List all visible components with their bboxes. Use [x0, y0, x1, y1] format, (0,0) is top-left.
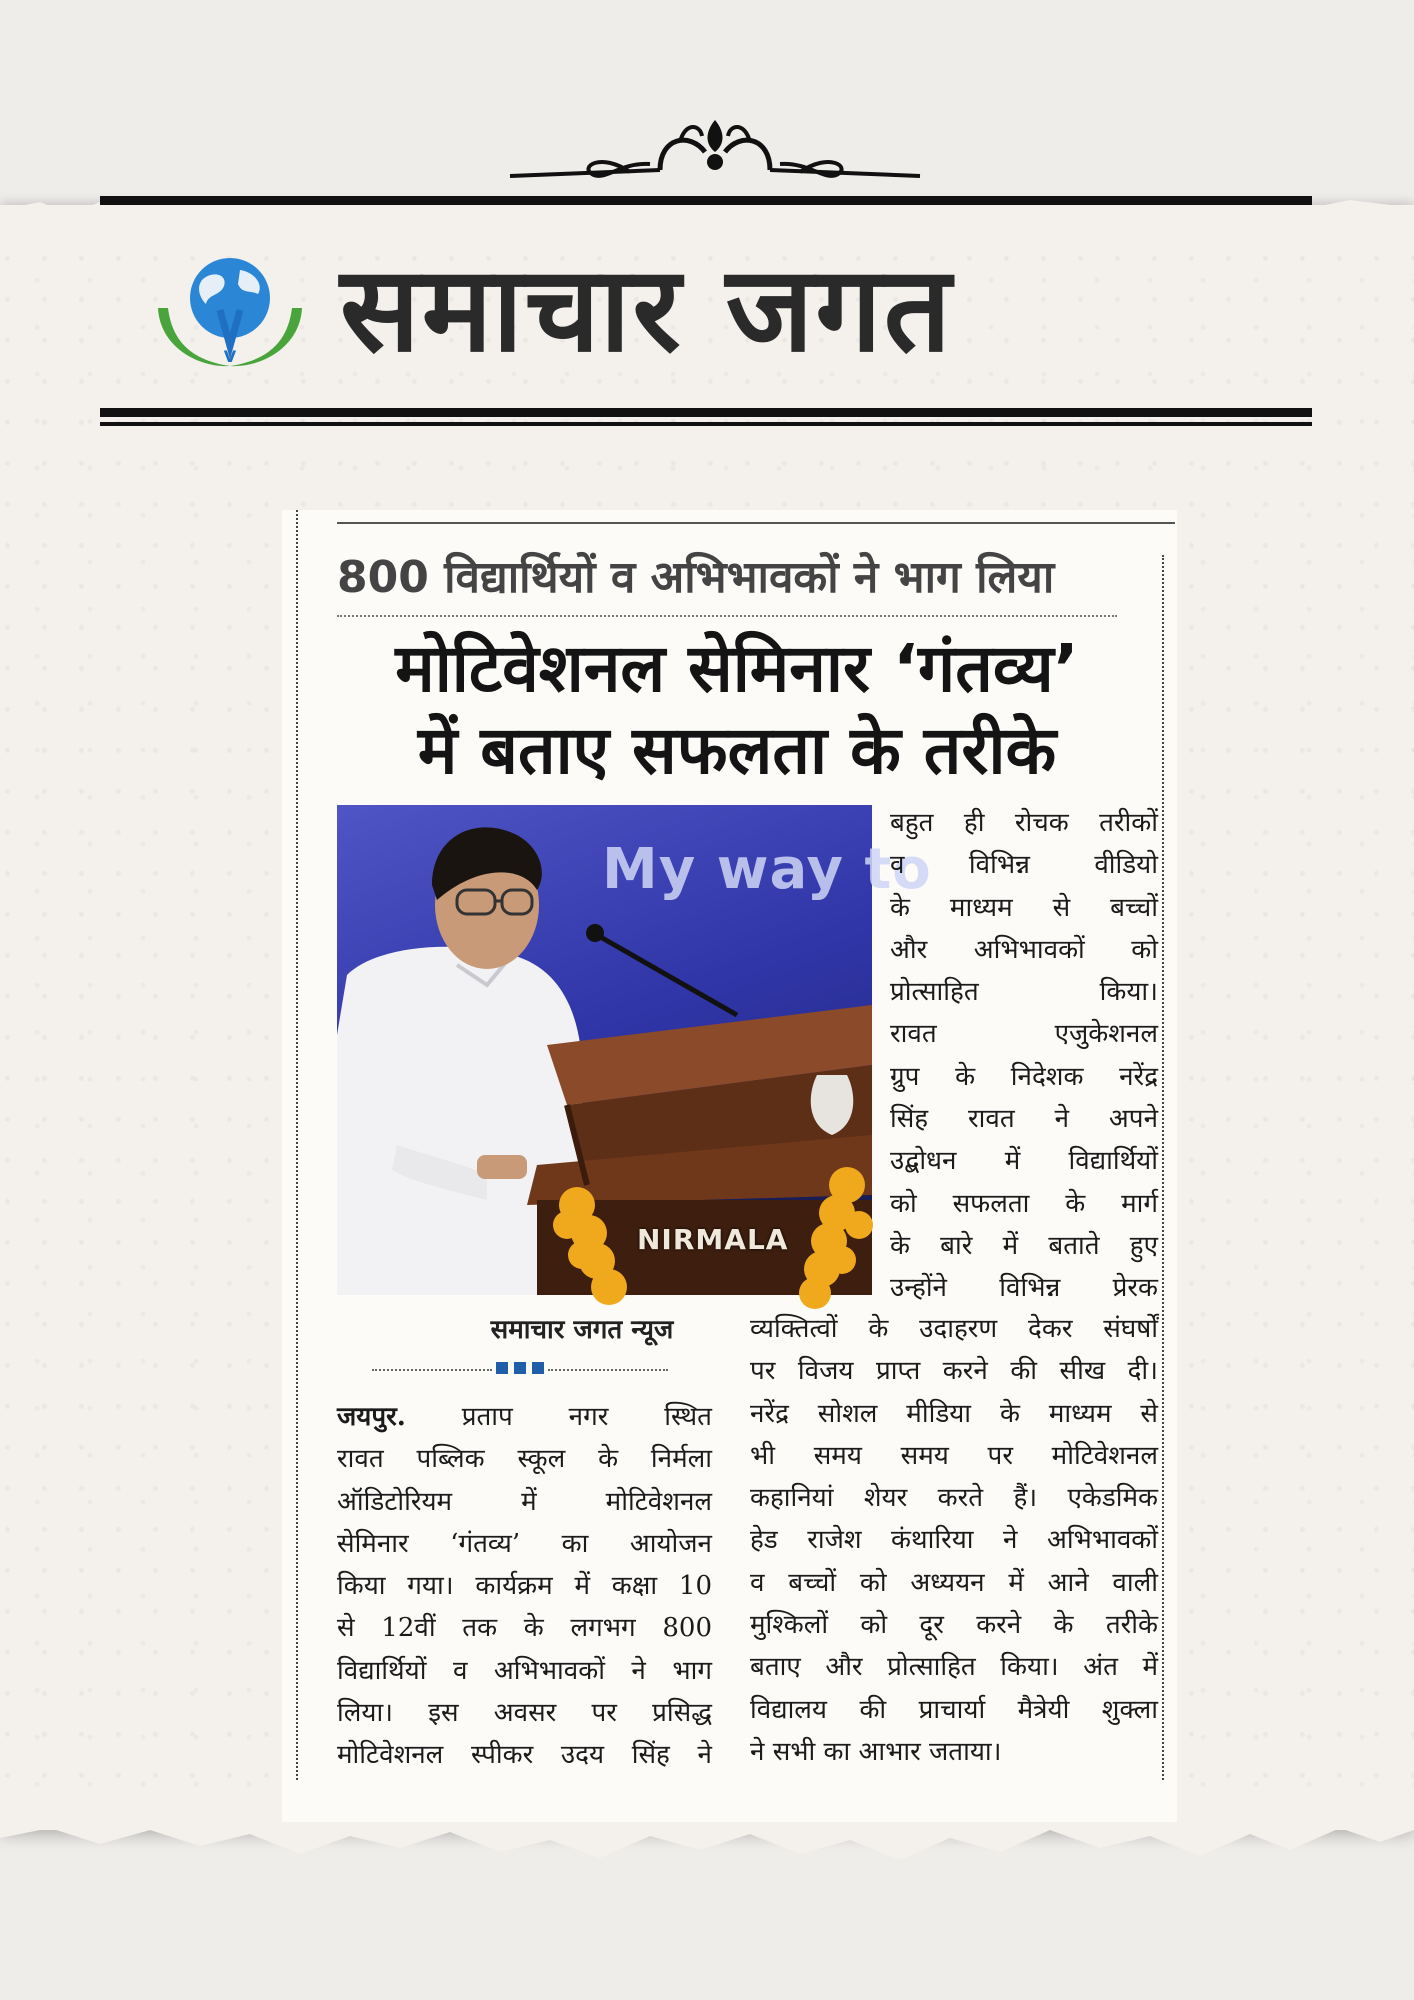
body-line: ने सभी का आभार जताया।	[750, 1736, 1002, 1767]
body-line: प्रताप नगर स्थित	[461, 1402, 712, 1432]
body-line: भी समय समय पर मोटिवेशनल	[750, 1440, 1158, 1471]
globe-hands-logo-icon	[150, 250, 310, 370]
body-line: ऑडिटोरियम में मोटिवेशनल	[337, 1486, 712, 1517]
dateline: जयपुर.	[337, 1402, 406, 1432]
body-line-dateline	[337, 1396, 712, 1438]
body-line: उन्होंने विभिन्न प्रेरक	[890, 1273, 1158, 1304]
separator-square	[496, 1362, 508, 1374]
body-line: विद्यालय की प्राचार्या मैत्रेयी शुक्ला	[750, 1694, 1158, 1725]
body-line: मोटिवेशनल स्पीकर उदय सिंह ने	[337, 1740, 712, 1771]
body-column-left	[337, 1396, 712, 1777]
masthead-title: समाचार जगत	[340, 240, 953, 378]
body-line: सेमिनार ‘गंतव्य’ का आयोजन	[337, 1528, 712, 1559]
body-column-right-bottom	[750, 1308, 1158, 1773]
body-line: व्यक्तित्वों के उदाहरण देकर संघर्षों	[750, 1314, 1158, 1344]
kicker-divider	[337, 615, 1117, 617]
article-headline	[322, 628, 1152, 792]
logo-letter: V	[223, 347, 237, 366]
masthead-rule-bottom-thick	[100, 408, 1312, 417]
article-kicker: 800 विद्यार्थियों व अभिभावकों ने भाग लिया	[337, 552, 1055, 603]
headline-line-2: में बताए सफलता के तरीके	[417, 712, 1057, 789]
body-line: के माध्यम से बच्चों	[890, 892, 1158, 923]
body-line: के बारे में बताते हुए	[890, 1230, 1158, 1261]
masthead-rule-bottom-thin	[100, 422, 1312, 426]
body-line: हेड राजेश कंथारिया ने अभिभावकों	[750, 1525, 1158, 1556]
clipping-right-border	[1162, 555, 1164, 1780]
body-line: लिया। इस अवसर पर प्रसिद्ध	[337, 1698, 712, 1729]
body-line: से 12वीं तक के लगभग 800	[337, 1613, 712, 1644]
body-line: प्रोत्साहित किया।	[890, 977, 1158, 1008]
separator-square	[514, 1362, 526, 1374]
masthead	[150, 240, 1240, 378]
body-line: व विभिन्न वीडियो	[890, 850, 1158, 881]
separator-dots-left	[372, 1369, 492, 1371]
body-line: व बच्चों को अध्ययन में आने वाली	[750, 1567, 1158, 1598]
body-line: बताए और प्रोत्साहित किया। अंत में	[750, 1652, 1158, 1683]
photo-screen-slogan: My way to	[602, 837, 932, 902]
masthead-rule-top	[100, 196, 1312, 205]
news-clipping	[282, 510, 1177, 1822]
body-line: रावत एजुकेशनल	[890, 1019, 1158, 1050]
body-line: किया गया। कार्यक्रम में कक्षा 10	[337, 1571, 712, 1602]
body-line: मुश्किलों को दूर करने के तरीके	[750, 1610, 1158, 1641]
article-photo	[337, 805, 932, 1295]
body-column-right-top	[890, 802, 1158, 1310]
photo-podium-text: NIRMALA	[637, 1223, 789, 1256]
body-line: ग्रुप के निदेशक नरेंद्र	[890, 1061, 1158, 1092]
body-line: बहुत ही रोचक तरीकों	[890, 808, 1158, 838]
body-line: नरेंद्र सोशल मीडिया के माध्यम से	[750, 1398, 1158, 1429]
clipping-left-border	[296, 510, 298, 1780]
body-line: रावत पब्लिक स्कूल के निर्मला	[337, 1444, 712, 1475]
separator-dots-right	[548, 1369, 668, 1371]
body-line: को सफलता के मार्ग	[890, 1188, 1158, 1219]
body-line: उद्बोधन में विद्यार्थियों	[890, 1146, 1158, 1177]
body-line: सिंह रावत ने अपने	[890, 1104, 1158, 1135]
body-line: और अभिभावकों को	[890, 934, 1158, 965]
body-line: कहानियां शेयर करते हैं। एकेडमिक	[750, 1483, 1158, 1514]
decorative-ornament	[510, 112, 920, 184]
body-line: पर विजय प्राप्त करने की सीख दी।	[750, 1356, 1158, 1387]
clipping-top-rule	[337, 522, 1175, 524]
article-byline: समाचार जगत न्यूज	[490, 1315, 674, 1345]
torn-edge-top	[0, 180, 1414, 240]
headline-line-1: मोटिवेशनल सेमिनार ‘गंतव्य’	[395, 630, 1079, 707]
byline-separator	[372, 1362, 672, 1376]
body-line: विद्यार्थियों व अभिभावकों ने भाग	[337, 1655, 712, 1686]
separator-square	[532, 1362, 544, 1374]
